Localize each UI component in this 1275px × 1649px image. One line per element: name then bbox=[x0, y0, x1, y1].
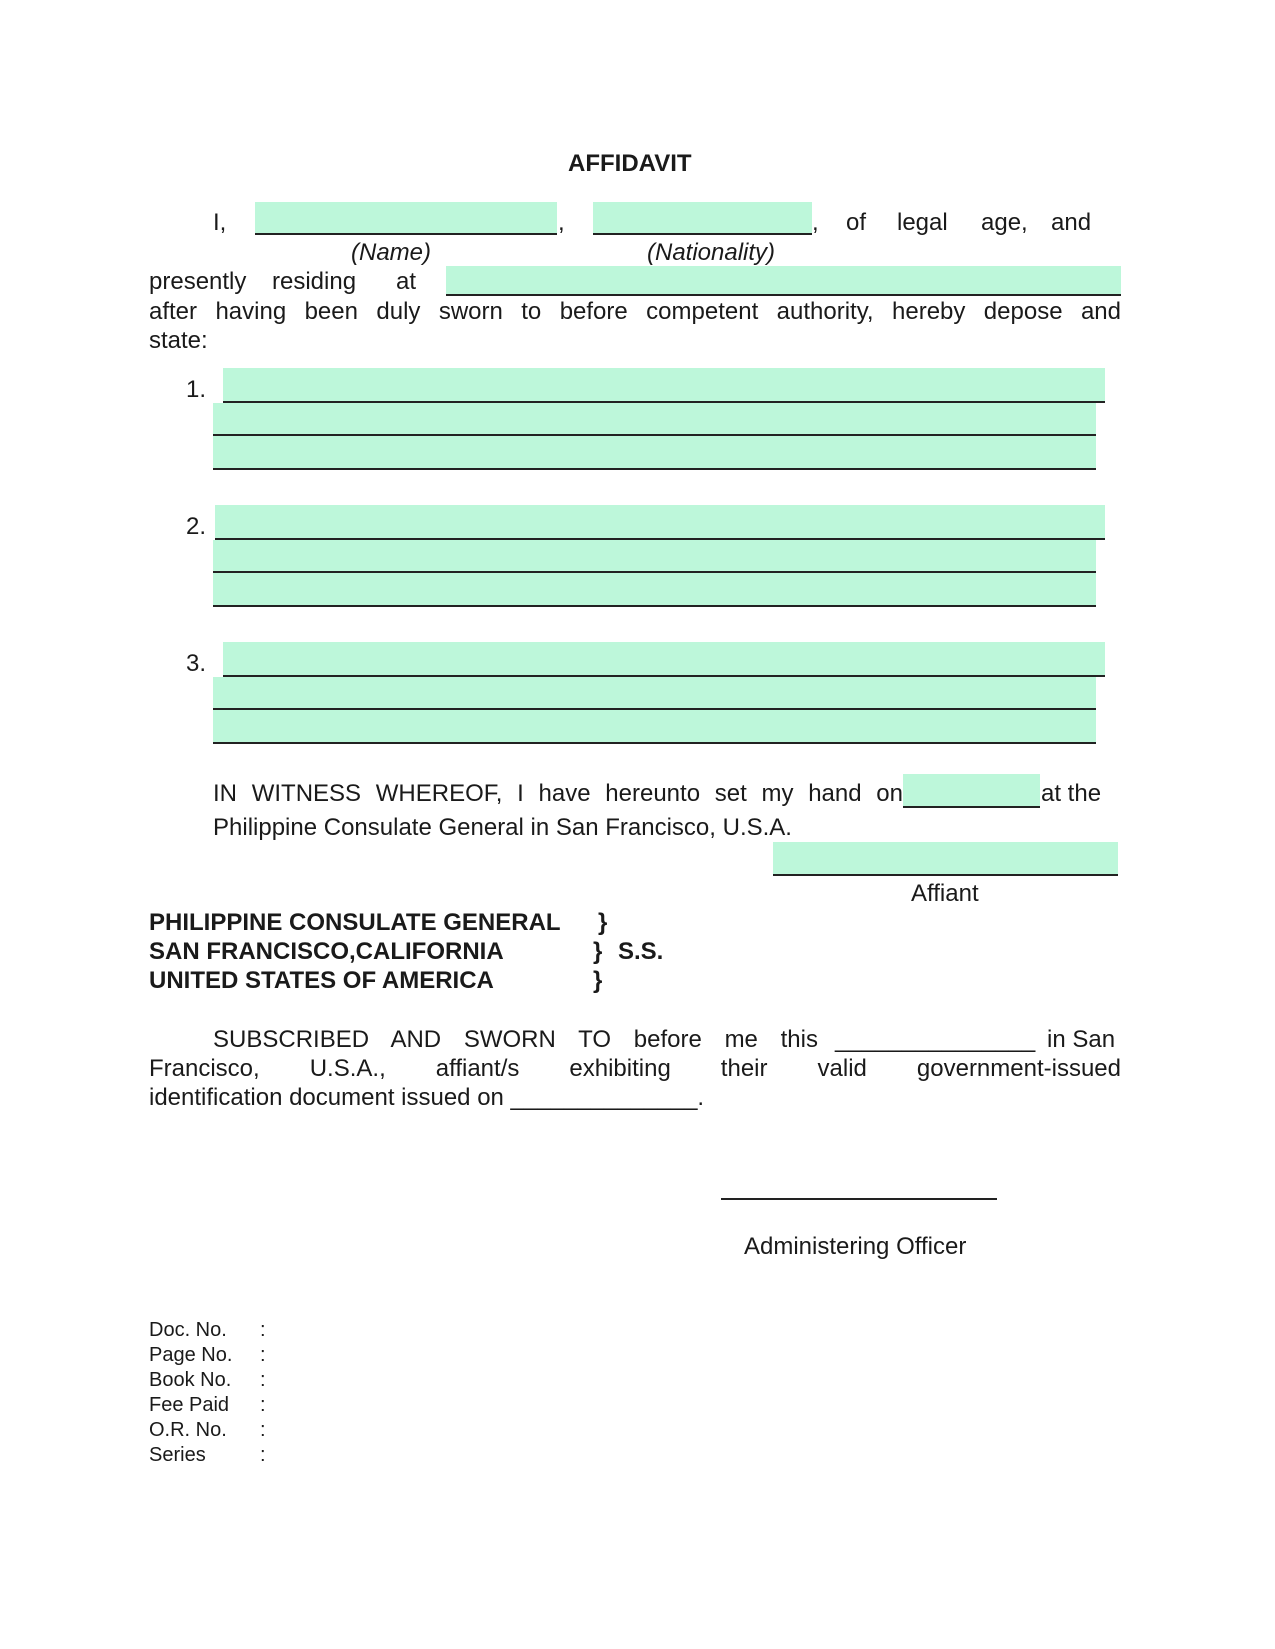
statement-3-line-1[interactable] bbox=[223, 642, 1105, 677]
statement-3-line-3[interactable] bbox=[213, 710, 1096, 744]
doc-info-label-or-no: O.R. No. bbox=[149, 1419, 227, 1441]
witness-text-line-2: Philippine Consulate General in San Francisco, U.S.A. bbox=[213, 814, 792, 841]
doc-info-label-series: Series bbox=[149, 1444, 206, 1466]
venue-brace-1: } bbox=[598, 909, 608, 936]
doc-info-label-doc-no: Doc. No. bbox=[149, 1319, 227, 1341]
statement-1-number: 1. bbox=[186, 376, 207, 403]
statement-2-line-3[interactable] bbox=[213, 573, 1096, 607]
intro-comma-1: , bbox=[558, 209, 565, 236]
doc-info-sep-doc-no: : bbox=[260, 1319, 266, 1341]
statement-2-line-1[interactable] bbox=[215, 505, 1105, 540]
statement-3-number: 3. bbox=[186, 650, 207, 677]
subscribed-line-1-end: in San bbox=[1047, 1026, 1116, 1053]
residing-word-residing: residing bbox=[272, 268, 357, 295]
statement-1-line-2[interactable] bbox=[213, 403, 1096, 436]
doc-info-label-book-no: Book No. bbox=[149, 1369, 232, 1391]
intro-word-legal: legal bbox=[897, 209, 948, 236]
doc-info-sep-series: : bbox=[260, 1444, 266, 1466]
intro-word-of: of bbox=[846, 209, 867, 236]
doc-info-sep-fee-paid: : bbox=[260, 1394, 266, 1416]
doc-info-sep-page-no: : bbox=[260, 1344, 266, 1366]
residing-word-presently: presently bbox=[149, 268, 247, 295]
subscribed-line-2: Francisco, U.S.A., affiant/s exhibiting their valid government-issued bbox=[149, 1055, 1121, 1082]
venue-brace-3: } bbox=[593, 967, 603, 994]
intro-i: I, bbox=[213, 209, 227, 236]
statement-2-number: 2. bbox=[186, 513, 207, 540]
officer-label: Administering Officer bbox=[744, 1233, 967, 1260]
subscribed-date-blank: _______________ bbox=[835, 1026, 1036, 1053]
name-caption: (Name) bbox=[351, 239, 432, 266]
witness-date-field[interactable] bbox=[903, 774, 1040, 808]
intro-word-age: age, bbox=[981, 209, 1028, 236]
witness-text-end: at the bbox=[1041, 780, 1102, 807]
intro-comma-2: , bbox=[812, 209, 819, 236]
oath-line: after having been duly sworn to before competent authority, hereby depose and bbox=[149, 298, 1121, 325]
affiant-label: Affiant bbox=[911, 880, 979, 907]
venue-line-3: UNITED STATES OF AMERICA bbox=[149, 967, 494, 994]
statement-2-line-2[interactable] bbox=[213, 540, 1096, 573]
venue-line-1: PHILIPPINE CONSULATE GENERAL bbox=[149, 909, 561, 936]
subscribed-line-1-start: SUBSCRIBED AND SWORN TO before me this bbox=[213, 1026, 818, 1053]
statement-1-line-1[interactable] bbox=[223, 368, 1105, 403]
address-field[interactable] bbox=[446, 266, 1121, 296]
doc-info-sep-or-no: : bbox=[260, 1419, 266, 1441]
venue-line-2: SAN FRANCISCO,CALIFORNIA bbox=[149, 938, 504, 965]
residing-word-at: at bbox=[396, 268, 417, 295]
name-field[interactable] bbox=[255, 202, 557, 235]
doc-info-label-page-no: Page No. bbox=[149, 1344, 233, 1366]
nationality-caption: (Nationality) bbox=[647, 239, 776, 266]
nationality-field[interactable] bbox=[593, 202, 812, 235]
officer-signature-line bbox=[721, 1198, 997, 1200]
subscribed-line-3: identification document issued on ______________. bbox=[149, 1084, 705, 1111]
state-label: state: bbox=[149, 327, 208, 354]
venue-ss: S.S. bbox=[618, 938, 664, 965]
venue-brace-2: } bbox=[593, 938, 603, 965]
statement-3-line-2[interactable] bbox=[213, 677, 1096, 710]
witness-text-start: IN WITNESS WHEREOF, I have hereunto set my hand on bbox=[213, 780, 903, 807]
doc-info-label-fee-paid: Fee Paid bbox=[149, 1394, 230, 1416]
affiant-signature-field[interactable] bbox=[773, 842, 1118, 876]
doc-info-sep-book-no: : bbox=[260, 1369, 266, 1391]
document-title: AFFIDAVIT bbox=[568, 150, 692, 177]
intro-word-and: and bbox=[1051, 209, 1092, 236]
statement-1-line-3[interactable] bbox=[213, 436, 1096, 470]
